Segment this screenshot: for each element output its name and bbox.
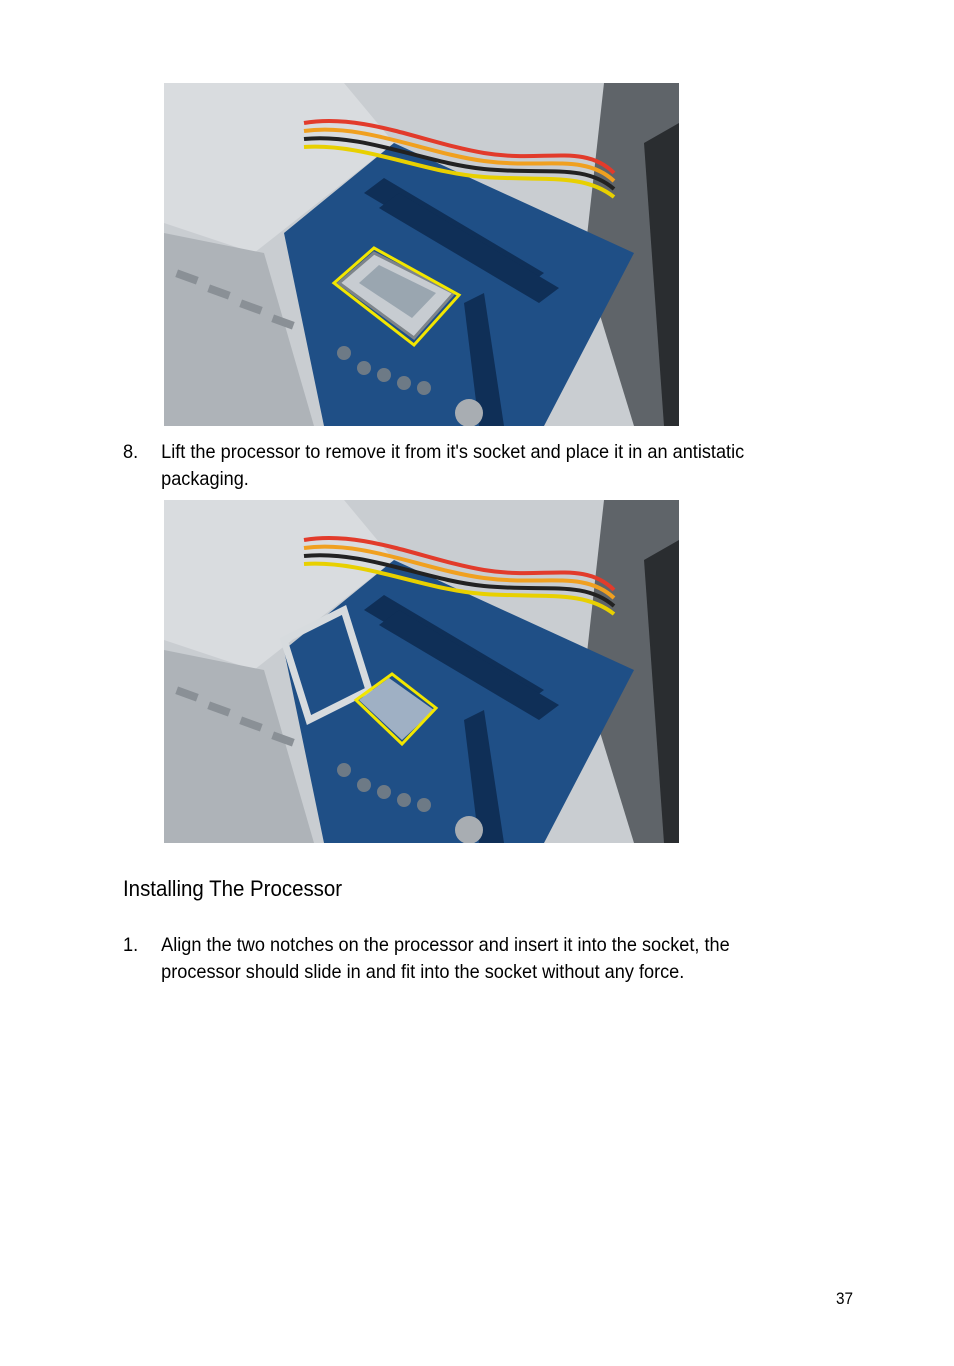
installation-step-1 — [123, 932, 793, 986]
processor-removed-photo — [164, 500, 679, 843]
section-heading: Installing The Processor — [123, 876, 343, 901]
step-number: 8. — [123, 441, 139, 463]
processor-in-socket-photo — [164, 83, 679, 426]
step-number: 1. — [123, 934, 139, 956]
step-text: Align the two notches on the processor and insert it into the socket, the processor should slide in and fit into the socket without any force. — [161, 934, 730, 983]
page-number: 37 — [836, 1289, 854, 1308]
step-text: Lift the processor to remove it from it's socket and place it in an antistatic packaging. — [161, 441, 745, 490]
removal-step-8 — [123, 439, 793, 493]
